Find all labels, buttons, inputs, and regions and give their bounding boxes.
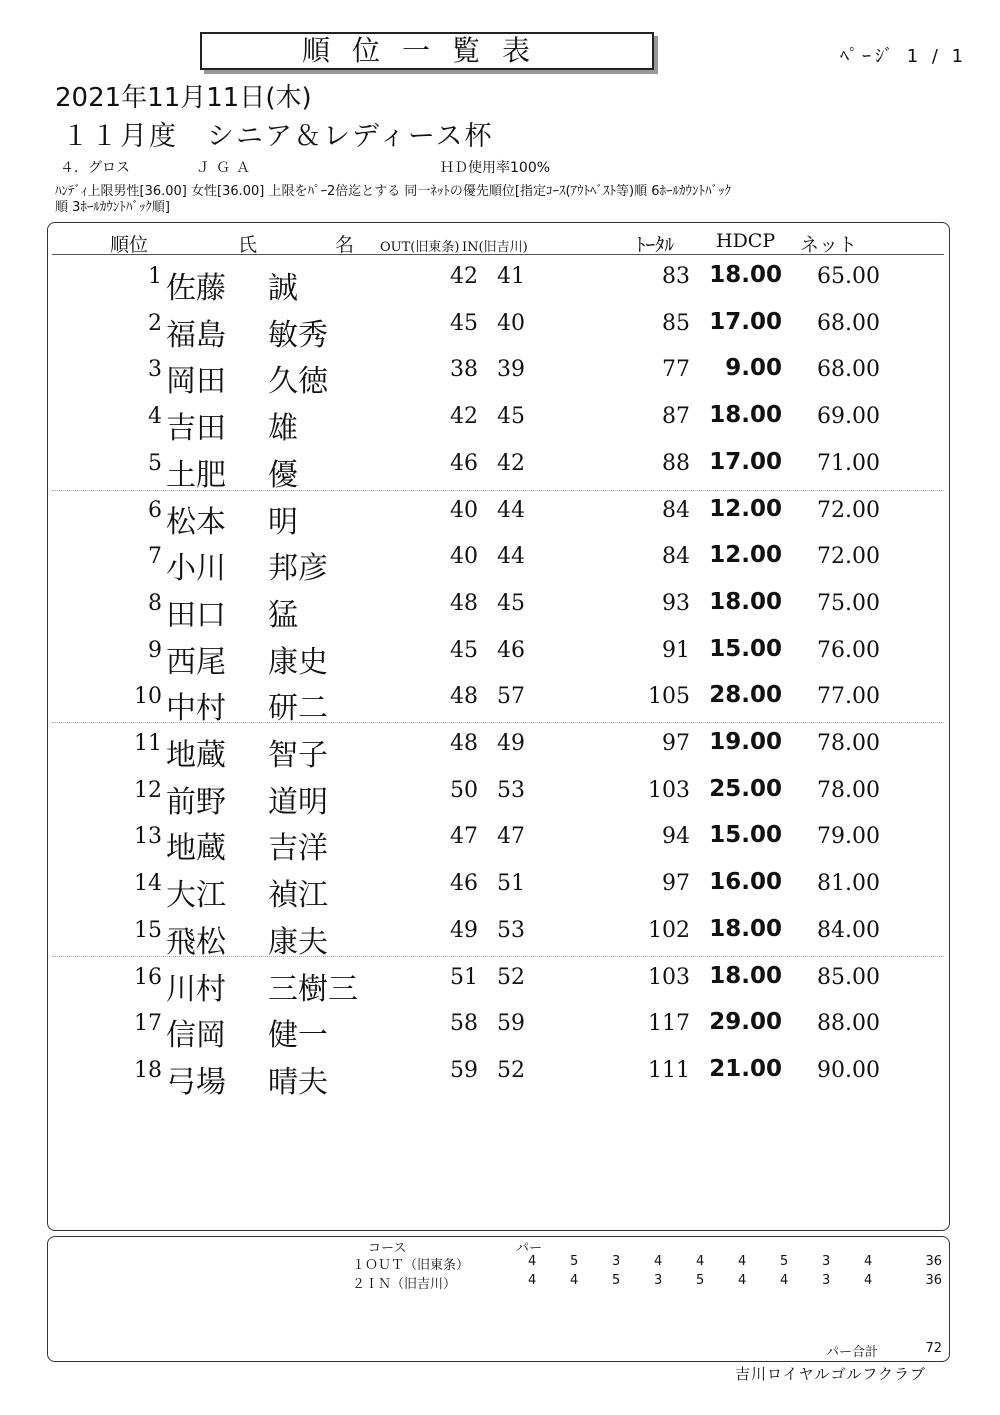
- rank-cell: 13: [134, 824, 162, 850]
- hole-par: 4: [528, 1254, 537, 1269]
- in-score-cell: 46: [497, 637, 525, 663]
- hdcp-cell: 25.00: [709, 775, 782, 802]
- hdcp-cell: 17.00: [709, 308, 782, 335]
- table-row: [0, 1050, 1000, 1100]
- out-score-cell: 42: [450, 404, 478, 430]
- rank-cell: 9: [148, 637, 162, 663]
- in-score-cell: 57: [497, 684, 525, 710]
- hole-par: 4: [654, 1254, 663, 1269]
- net-cell: 76.00: [817, 637, 880, 663]
- net-cell: 81.00: [817, 871, 880, 897]
- table-row: [0, 957, 1000, 1007]
- given-name-cell: 研二: [268, 691, 328, 727]
- total-cell: 97: [662, 871, 690, 897]
- hole-par: 5: [612, 1273, 621, 1288]
- in-score-cell: 45: [497, 590, 525, 616]
- handicap-rate: ＨＤ使用率100%: [440, 160, 551, 176]
- table-row: [0, 816, 1000, 867]
- out-score-cell: 45: [450, 637, 478, 663]
- net-cell: 78.00: [817, 731, 880, 756]
- given-name-cell: 健一: [268, 1018, 328, 1054]
- rank-cell: 8: [148, 590, 162, 616]
- hdcp-cell: 17.00: [709, 448, 782, 475]
- hole-par: 3: [822, 1254, 831, 1269]
- hole-par: 4: [528, 1273, 537, 1288]
- total-cell: 103: [648, 964, 690, 990]
- hdcp-cell: 18.00: [709, 588, 782, 615]
- surname-cell: 土肥: [166, 457, 226, 493]
- hole-par: 4: [738, 1273, 747, 1288]
- hole-par: 3: [822, 1273, 831, 1288]
- handicap-org: ＪＧＡ: [196, 160, 256, 176]
- col-out: OUT(旧東条): [380, 240, 460, 255]
- table-row: [0, 490, 1000, 540]
- table-row: [0, 676, 1000, 727]
- surname-cell: 田口: [166, 597, 226, 633]
- surname-cell: 吉田: [166, 411, 226, 447]
- hole-par: 4: [780, 1273, 789, 1288]
- table-row: [0, 536, 1000, 587]
- hole-par: 4: [696, 1254, 705, 1269]
- net-cell: 90.00: [817, 1057, 880, 1083]
- in-score-cell: 44: [497, 544, 525, 570]
- surname-cell: 佐藤: [166, 271, 226, 306]
- hole-par: 5: [780, 1254, 789, 1269]
- table-row: [0, 770, 1000, 820]
- in-score-cell: 47: [497, 824, 525, 850]
- surname-cell: 地蔵: [166, 831, 226, 867]
- net-cell: 72.00: [817, 544, 880, 570]
- group-divider: [52, 722, 944, 723]
- col-net: ネット: [800, 234, 858, 256]
- total-cell: 88: [662, 450, 690, 476]
- col-total: ﾄｰﾀﾙ: [636, 234, 675, 256]
- rank-cell: 10: [134, 684, 162, 710]
- out-score-cell: 47: [450, 824, 478, 850]
- given-name-cell: 晴夫: [268, 1064, 328, 1100]
- surname-cell: 地蔵: [166, 738, 226, 773]
- in-score-cell: 45: [497, 404, 525, 430]
- table-row: [0, 863, 1000, 914]
- rank-cell: 5: [148, 450, 162, 476]
- hdcp-cell: 12.00: [709, 495, 782, 522]
- event-date: 2021年11月11日(木): [55, 83, 312, 113]
- col-hdcp: HDCP: [716, 230, 776, 252]
- course-name: １ＯＵＴ（旧東条）: [352, 1258, 470, 1273]
- hdcp-cell: 18.00: [709, 402, 782, 429]
- course-panel: [47, 1236, 950, 1362]
- surname-cell: 小川: [166, 551, 226, 587]
- net-cell: 72.00: [817, 497, 880, 523]
- net-cell: 68.00: [817, 357, 880, 383]
- in-score-cell: 42: [497, 450, 525, 476]
- in-score-cell: 51: [497, 871, 525, 897]
- rank-cell: 14: [134, 871, 162, 897]
- net-cell: 75.00: [817, 590, 880, 616]
- hdcp-cell: 18.00: [709, 962, 782, 989]
- rank-cell: 15: [134, 917, 162, 943]
- par-label: パー: [516, 1241, 543, 1256]
- in-score-cell: 53: [497, 917, 525, 943]
- given-name-cell: 道明: [268, 784, 328, 820]
- net-cell: 84.00: [817, 917, 880, 943]
- group-divider: [52, 956, 944, 957]
- rank-cell: 1: [148, 264, 162, 289]
- rank-cell: 4: [148, 404, 162, 430]
- total-cell: 77: [662, 357, 690, 383]
- table-row: [0, 1003, 1000, 1054]
- rank-cell: 11: [134, 731, 162, 756]
- given-name-cell: 雄: [268, 411, 298, 447]
- given-name-cell: 康史: [268, 644, 328, 680]
- col-name-1: 氏: [238, 234, 258, 256]
- course-par-total: 36: [925, 1273, 942, 1288]
- net-cell: 79.00: [817, 824, 880, 850]
- surname-cell: 西尾: [166, 644, 226, 680]
- net-cell: 69.00: [817, 404, 880, 430]
- total-cell: 111: [648, 1057, 690, 1083]
- table-row: [0, 910, 1000, 960]
- table-row: [0, 443, 1000, 493]
- total-cell: 117: [648, 1011, 690, 1037]
- in-score-cell: 39: [497, 357, 525, 383]
- out-score-cell: 38: [450, 357, 478, 383]
- header-divider: [52, 254, 944, 255]
- page-title: 順位一覧表: [200, 32, 654, 70]
- hole-par: 4: [570, 1273, 579, 1288]
- col-in: IN(旧吉川): [462, 240, 528, 255]
- scoring-format: ４．グロス: [60, 160, 130, 176]
- surname-cell: 前野: [166, 784, 226, 820]
- net-cell: 68.00: [817, 310, 880, 336]
- out-score-cell: 49: [450, 917, 478, 943]
- club-name: 吉川ロイヤルゴルフクラブ: [735, 1365, 926, 1383]
- out-score-cell: 48: [450, 731, 478, 756]
- surname-cell: 川村: [166, 971, 226, 1007]
- course-par-total: 36: [925, 1254, 942, 1269]
- hdcp-cell: 18.00: [709, 262, 782, 288]
- surname-cell: 弓場: [166, 1064, 226, 1100]
- total-cell: 84: [662, 544, 690, 570]
- table-row: [0, 349, 1000, 400]
- table-row: [0, 396, 1000, 447]
- rank-cell: 12: [134, 777, 162, 803]
- out-score-cell: 40: [450, 544, 478, 570]
- surname-cell: 中村: [166, 691, 226, 727]
- hdcp-cell: 29.00: [709, 1009, 782, 1036]
- table-row: [0, 630, 1000, 680]
- event-name: １１月度 シニア＆レディース杯: [62, 121, 494, 152]
- hdcp-cell: 9.00: [725, 355, 782, 382]
- given-name-cell: 三樹三: [268, 971, 358, 1007]
- table-row: [0, 256, 1000, 306]
- out-score-cell: 50: [450, 777, 478, 803]
- hdcp-cell: 15.00: [709, 635, 782, 662]
- in-score-cell: 40: [497, 310, 525, 336]
- col-rank: 順位: [110, 234, 149, 256]
- hole-par: 4: [864, 1254, 873, 1269]
- given-name-cell: 誠: [268, 271, 298, 306]
- out-score-cell: 51: [450, 964, 478, 990]
- hdcp-cell: 12.00: [709, 542, 782, 569]
- out-score-cell: 45: [450, 310, 478, 336]
- net-cell: 71.00: [817, 450, 880, 476]
- given-name-cell: 邦彦: [268, 551, 328, 587]
- total-cell: 93: [662, 590, 690, 616]
- given-name-cell: 敏秀: [268, 317, 328, 353]
- total-cell: 94: [662, 824, 690, 850]
- total-cell: 85: [662, 310, 690, 336]
- total-cell: 83: [662, 264, 690, 289]
- given-name-cell: 康夫: [268, 924, 328, 960]
- out-score-cell: 46: [450, 450, 478, 476]
- handicap-note-line1: ﾊﾝﾃﾞｨ上限男性[36.00] 女性[36.00] 上限をﾊﾟｰ2倍迄とする 同一ﾈｯﾄの優先順位[指定ｺｰｽ(ｱｳﾄﾍﾞｽﾄ等)順 6ﾎｰﾙｶｳﾝﾄﾊﾞｯｸ: [55, 184, 732, 199]
- page-number: ﾍﾟｰｼﾞ 1 / 1: [840, 46, 968, 67]
- total-cell: 102: [648, 917, 690, 943]
- surname-cell: 福島: [166, 317, 226, 353]
- col-name-2: 名: [335, 234, 355, 256]
- in-score-cell: 41: [497, 264, 525, 289]
- surname-cell: 信岡: [166, 1018, 226, 1054]
- net-cell: 65.00: [817, 264, 880, 289]
- hdcp-cell: 15.00: [709, 822, 782, 849]
- rank-cell: 16: [134, 964, 162, 990]
- hole-par: 4: [864, 1273, 873, 1288]
- rank-cell: 2: [148, 310, 162, 336]
- hdcp-cell: 18.00: [709, 915, 782, 942]
- course-label: コース: [368, 1241, 407, 1256]
- table-row: [0, 583, 1000, 633]
- net-cell: 78.00: [817, 777, 880, 803]
- in-score-cell: 53: [497, 777, 525, 803]
- surname-cell: 松本: [166, 504, 226, 540]
- given-name-cell: 久徳: [268, 364, 328, 400]
- given-name-cell: 猛: [268, 597, 298, 633]
- total-cell: 84: [662, 497, 690, 523]
- rank-cell: 7: [148, 544, 162, 570]
- out-score-cell: 42: [450, 264, 478, 289]
- par-total-label: パー合計: [826, 1345, 879, 1360]
- net-cell: 77.00: [817, 684, 880, 710]
- table-row: [0, 303, 1000, 353]
- in-score-cell: 59: [497, 1011, 525, 1037]
- hole-par: 5: [570, 1254, 579, 1269]
- given-name-cell: 明: [268, 504, 298, 540]
- net-cell: 85.00: [817, 964, 880, 990]
- in-score-cell: 49: [497, 731, 525, 756]
- total-cell: 91: [662, 637, 690, 663]
- in-score-cell: 52: [497, 1057, 525, 1083]
- rank-cell: 18: [134, 1057, 162, 1083]
- hdcp-cell: 16.00: [709, 869, 782, 896]
- surname-cell: 岡田: [166, 364, 226, 400]
- out-score-cell: 48: [450, 684, 478, 710]
- hole-par: 3: [612, 1254, 621, 1269]
- hdcp-cell: 21.00: [709, 1055, 782, 1082]
- total-cell: 87: [662, 404, 690, 430]
- hole-par: 3: [654, 1273, 663, 1288]
- hole-par: 4: [738, 1254, 747, 1269]
- in-score-cell: 52: [497, 964, 525, 990]
- out-score-cell: 48: [450, 590, 478, 616]
- table-row: [0, 723, 1000, 773]
- hdcp-cell: 28.00: [709, 682, 782, 709]
- out-score-cell: 58: [450, 1011, 478, 1037]
- par-total: 72: [925, 1341, 942, 1356]
- out-score-cell: 46: [450, 871, 478, 897]
- rank-cell: 17: [134, 1011, 162, 1037]
- handicap-note-line2: 順 3ﾎｰﾙｶｳﾝﾄﾊﾞｯｸ順]: [55, 200, 170, 215]
- hdcp-cell: 19.00: [709, 729, 782, 755]
- given-name-cell: 禎江: [268, 878, 328, 914]
- hole-par: 5: [696, 1273, 705, 1288]
- total-cell: 97: [662, 731, 690, 756]
- given-name-cell: 優: [268, 457, 298, 493]
- surname-cell: 大江: [166, 878, 226, 914]
- total-cell: 105: [648, 684, 690, 710]
- given-name-cell: 吉洋: [268, 831, 328, 867]
- group-divider: [52, 490, 944, 491]
- given-name-cell: 智子: [268, 738, 328, 773]
- course-name: ２ＩＮ（旧吉川）: [352, 1277, 457, 1292]
- rank-cell: 3: [148, 357, 162, 383]
- net-cell: 88.00: [817, 1011, 880, 1037]
- total-cell: 103: [648, 777, 690, 803]
- surname-cell: 飛松: [166, 924, 226, 960]
- out-score-cell: 59: [450, 1057, 478, 1083]
- out-score-cell: 40: [450, 497, 478, 523]
- in-score-cell: 44: [497, 497, 525, 523]
- rank-cell: 6: [148, 497, 162, 523]
